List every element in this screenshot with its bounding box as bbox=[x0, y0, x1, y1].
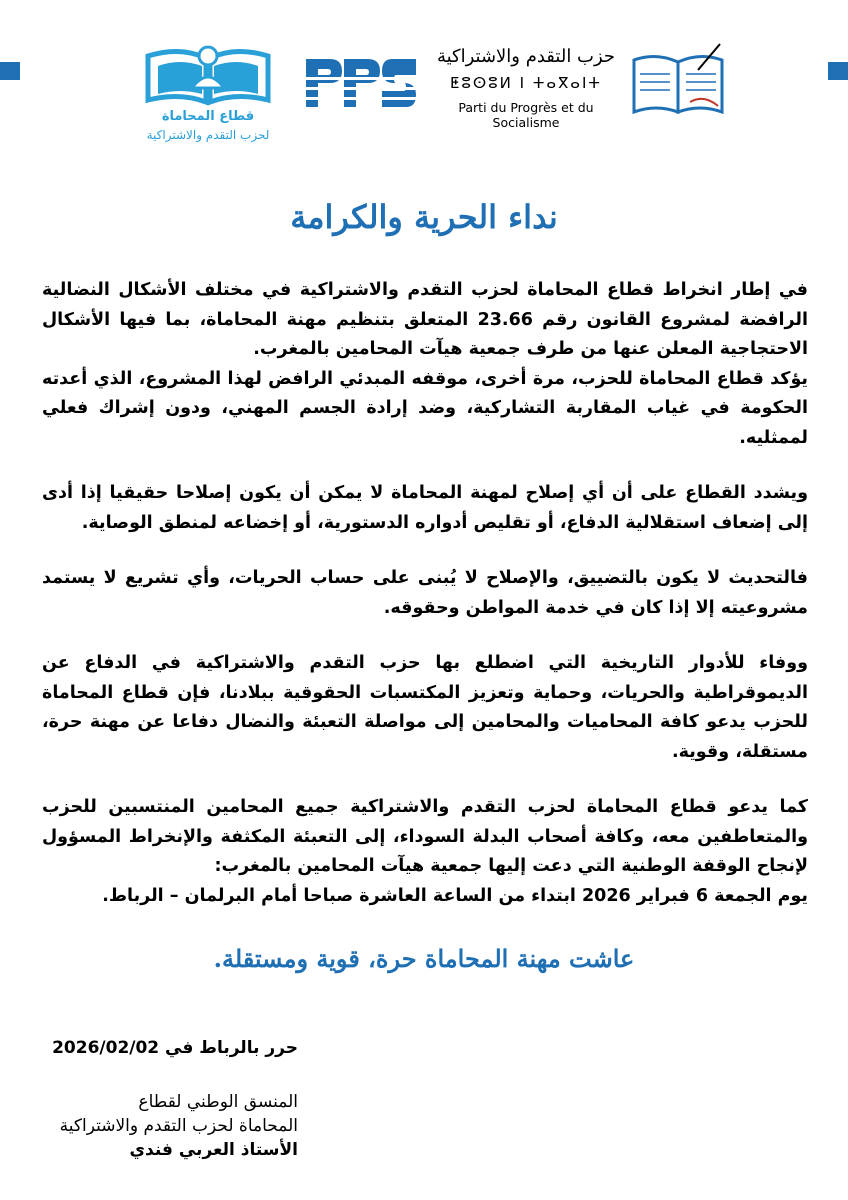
open-book-icon bbox=[628, 40, 728, 120]
paragraph: ويشدد القطاع على أن أي إصلاح لمهنة المحاماة لا يمكن أن يكون إصلاحا حقيقيا إذا أدى إلى إضعاف استقلالية الدفاع، أو تقليص أدواره الدستورية، أو إخضاعه لمنطق الوصاية. bbox=[42, 483, 808, 533]
left-edge-marker bbox=[0, 62, 20, 80]
paragraph: يؤكد قطاع المحاماة للحزب، مرة أخرى، موقفه المبدئي الرافض لهذا المشروع، الذي أعدته الحكومة في غياب المقاربة التشاركية، وضد إرادة الجسم المهني، ودون إشراك فعلي لممثليه. bbox=[42, 368, 808, 448]
paragraph: كما يدعو قطاع المحاماة لحزب التقدم والاشتراكية جميع المحامين المنتسبين للحزب والمتعاطفين معه، وكافة أصحاب البدلة السوداء، إلى التعبئة المكثفة والإنخراط المسؤول لإنجاح الوقفة الوطنية التي دعت إليها جمعية هيآت المحامين بالمغرب: bbox=[42, 797, 808, 876]
paragraph: ووفاء للأدوار التاريخية التي اضطلع بها حزب التقدم والاشتراكية في الدفاع عن الديموقراطية والحريات، وحماية وتعزيز المكتسبات الحقوقية ببلادنا، فإن قطاع المحاماة للحزب يدعو كافة المحاميات والمحامين إلى مواصلة التعبئة والنضال دفاعا عن مهنة حرة، مستقلة، وقوية. bbox=[42, 653, 808, 762]
signature-title-line1: المنسق الوطني لقطاع bbox=[138, 1092, 298, 1112]
document-body bbox=[42, 276, 808, 911]
document-title: نداء الحرية والكرامة bbox=[290, 198, 558, 236]
paragraph: في إطار انخراط قطاع المحاماة لحزب التقدم والاشتراكية في مختلف الأشكال النضالية الرافضة لمشروع القانون رقم 23.66 المتعلق بتنظيم مهنة المحاماة، بما فيها الأشكال الاحتجاجية المعلن عنها من طرف جمعية هيآت المحامين بالمغرب. bbox=[42, 280, 808, 359]
signature-name: الأستاذ العربي فندي bbox=[129, 1140, 298, 1160]
right-edge-marker bbox=[828, 62, 848, 80]
logo-text-sector: قطاع المحاماة bbox=[161, 109, 255, 124]
paragraph: يوم الجمعة 6 فبراير 2026 ابتداء من الساعة العاشرة صباحا أمام البرلمان – الرباط. bbox=[102, 885, 808, 906]
pps-logo bbox=[304, 57, 418, 109]
logo-text-party: لحزب التقدم والاشتراكية bbox=[146, 128, 270, 142]
book-lawyer-icon bbox=[140, 36, 276, 108]
closing-slogan: عاشت مهنة المحاماة حرة، قوية ومستقلة. bbox=[213, 944, 635, 973]
party-name-french: Parti du Progrès et du Socialisme bbox=[458, 100, 594, 130]
party-name-arabic: حزب التقدم والاشتراكية bbox=[436, 46, 616, 67]
paragraph: فالتحديث لا يكون بالتضييق، والإصلاح لا يُبنى على حساب الحريات، وأي تشريع لا يستمد مشروعيته إلا إذا كان في خدمة المواطن وحقوقه. bbox=[42, 568, 808, 618]
lawyers-sector-logo bbox=[140, 36, 276, 146]
signed-place-date: حرر بالرباط في 2026/02/02 bbox=[52, 1038, 298, 1058]
signature-block bbox=[60, 1090, 298, 1162]
signature-title-line2: المحاماة لحزب التقدم والاشتراكية bbox=[59, 1116, 298, 1136]
party-name-tifinagh: ⵟⵓⵙⵓⵍ ⵏ ⵜⴰⴳⴰⵏⵜ bbox=[450, 74, 602, 92]
